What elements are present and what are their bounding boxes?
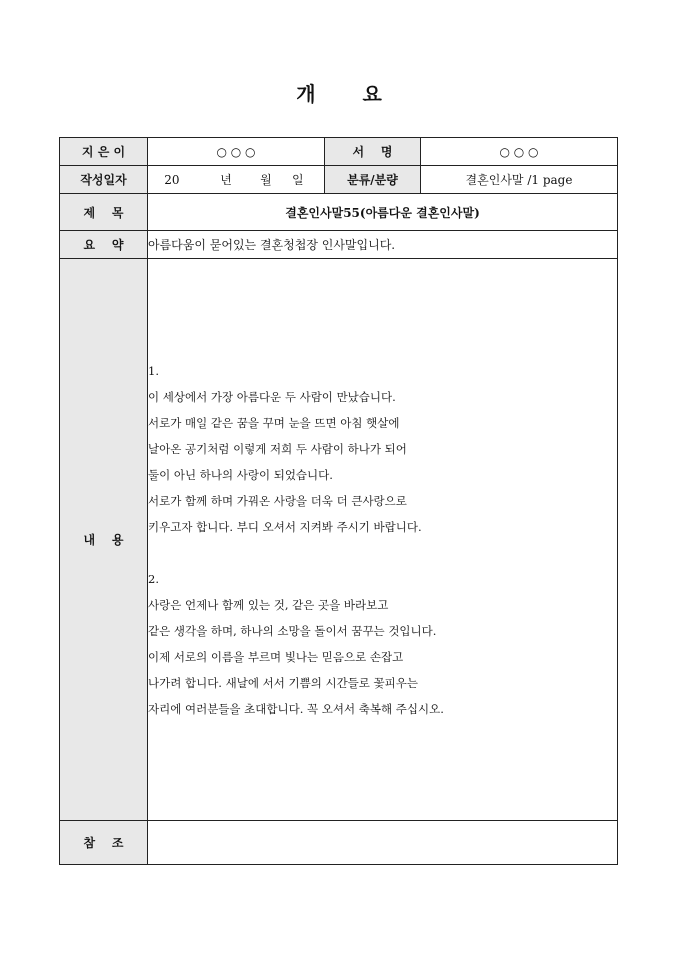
content-label: 내 용 [60,259,148,821]
content-line: 날아온 공기처럼 이렇게 저희 두 사람이 하나가 되어 [148,441,407,456]
overview-table [59,137,618,865]
signature-value: ○ ○ ○ [421,138,618,166]
summary-label: 요 약 [60,231,148,259]
author-value: ○ ○ ○ [148,138,325,166]
content-section-1 [148,358,617,540]
content-line: 서로가 매일 같은 꿈을 꾸며 눈을 뜨면 아침 햇살에 [148,415,400,430]
heading-char-2: 요 [362,82,384,106]
date-year: 20 [164,173,180,187]
content-line: 자리에 여러분들을 초대합니다. 꼭 오셔서 축복해 주십시오. [148,701,444,716]
summary-row [60,231,618,259]
date-year-unit: 년 [220,173,232,187]
author-label: 지 은 이 [60,138,148,166]
content-line: 같은 생각을 하며, 하나의 소망을 돌이서 꿈꾸는 것입니다. [148,623,437,638]
content-line: 이제 서로의 이름을 부르며 빛나는 믿음으로 손잡고 [148,649,404,664]
reference-value [148,821,618,865]
content-line: 나가려 합니다. 새날에 서서 기쁨의 시간들로 꽃피우는 [148,675,418,690]
heading-char-1: 개 [296,82,318,106]
date-value [148,166,325,194]
title-label: 제 목 [60,194,148,231]
signature-label: 서 명 [325,138,421,166]
date-day-unit: 일 [291,173,304,187]
date-label: 작성일자 [60,166,148,194]
author-row [60,138,618,166]
title-value: 결혼인사말55(아름다운 결혼인사말) [148,194,618,231]
content-line: 키우고자 합니다. 부디 오셔서 지켜봐 주시기 바랍니다. [148,519,422,534]
content-body [148,259,618,821]
reference-label: 참 조 [60,821,148,865]
content-line: 둘이 아닌 하나의 사랑이 되었습니다. [148,467,333,482]
page-title [0,78,680,107]
content-row [60,259,618,821]
category-label: 분류/분량 [325,166,421,194]
summary-value: 아름다움이 묻어있는 결혼청첩장 인사말입니다. [148,231,618,259]
category-value: 결혼인사말 /1 page [421,166,618,194]
content-line: 서로가 함께 하며 가꿔온 사랑을 더욱 더 큰사랑으로 [148,493,407,508]
content-line: 1. [148,363,159,378]
title-row [60,194,618,231]
content-line: 사랑은 언제나 함께 있는 것, 같은 곳을 바라보고 [148,597,389,612]
content-section-2 [148,566,617,722]
reference-row [60,821,618,865]
date-row [60,166,618,194]
content-line: 2. [148,571,159,586]
date-month-unit: 월 [260,173,272,187]
content-line: 이 세상에서 가장 아름다운 두 사람이 만났습니다. [148,389,396,404]
